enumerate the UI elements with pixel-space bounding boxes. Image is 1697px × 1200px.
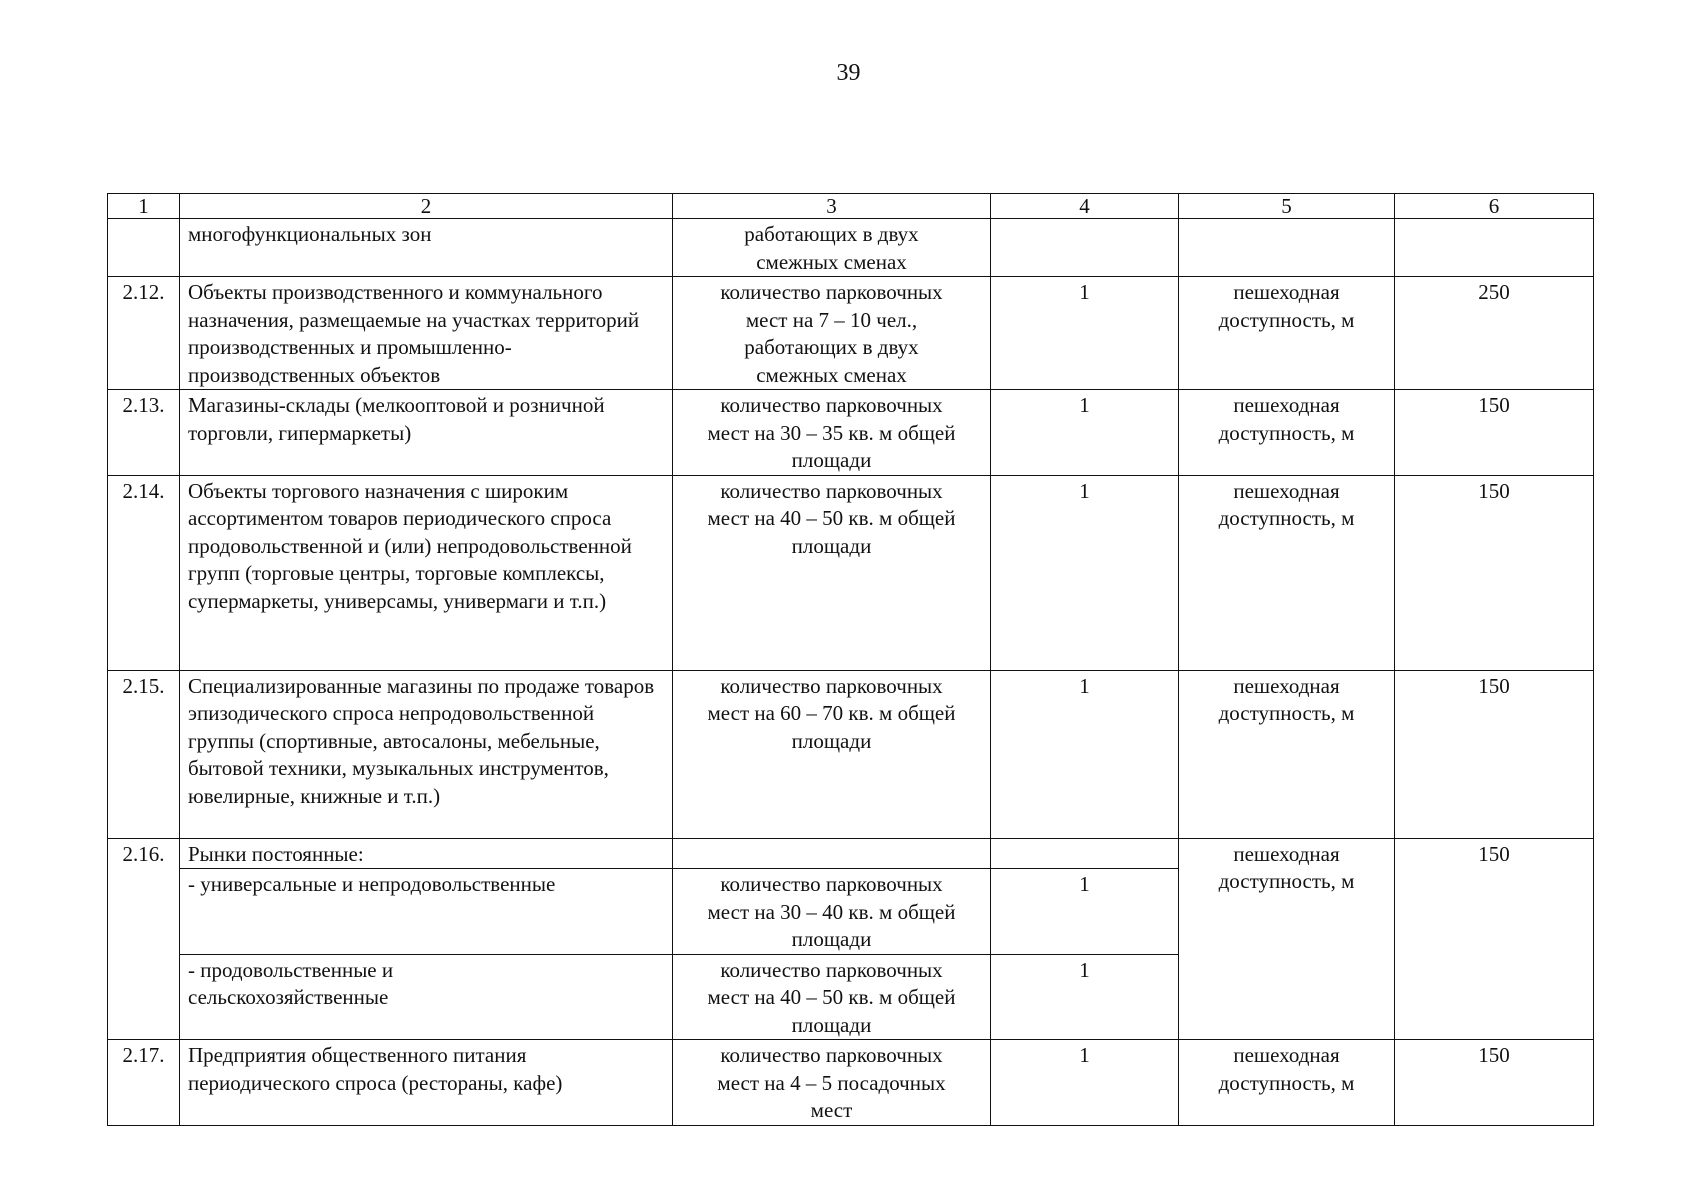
row-number: 2.15. bbox=[108, 670, 180, 838]
row-number: 2.12. bbox=[108, 277, 180, 390]
space-count: 1 bbox=[991, 390, 1179, 476]
row-number: 2.17. bbox=[108, 1040, 180, 1126]
table-row-2-16 bbox=[108, 838, 1594, 869]
accessibility: пешеходная доступность, м bbox=[1179, 475, 1395, 670]
distance bbox=[1395, 219, 1594, 277]
space-count: 1 bbox=[991, 869, 1179, 955]
table-row-2-15 bbox=[108, 670, 1594, 838]
space-count: 1 bbox=[991, 1040, 1179, 1126]
distance: 150 bbox=[1395, 1040, 1594, 1126]
table-row-2-13 bbox=[108, 390, 1594, 476]
object-name: Предприятия общественного питания периодического спроса (рестораны, кафе) bbox=[180, 1040, 673, 1126]
distance: 150 bbox=[1395, 838, 1594, 1040]
accessibility: пешеходная доступность, м bbox=[1179, 277, 1395, 390]
distance: 150 bbox=[1395, 390, 1594, 476]
space-count: 1 bbox=[991, 954, 1179, 1040]
parking-norm: количество парковочных мест на 60 – 70 кв. м общей площади bbox=[673, 670, 991, 838]
object-name: Объекты торгового назначения с широким ассортиментом товаров периодического спроса продовольственной и (или) непродовольственной групп (торговые центры, торговые комплексы, супермаркеты, универсамы, универмаги и т.п.) bbox=[180, 475, 673, 670]
object-name: - универсальные и непродовольственные bbox=[180, 869, 673, 955]
object-name: Специализированные магазины по продаже товаров эпизодического спроса непродовольственной группы (спортивные, автосалоны, мебельные, бытовой техники, музыкальных инструментов, ювелирные, книжные и т.п.) bbox=[180, 670, 673, 838]
space-count: 1 bbox=[991, 670, 1179, 838]
header-col-6: 6 bbox=[1395, 194, 1594, 219]
header-col-2: 2 bbox=[180, 194, 673, 219]
accessibility: пешеходная доступность, м bbox=[1179, 390, 1395, 476]
object-name: Магазины-склады (мелкооптовой и розничной торговли, гипермаркеты) bbox=[180, 390, 673, 476]
distance: 250 bbox=[1395, 277, 1594, 390]
parking-norm bbox=[673, 838, 991, 869]
object-name: многофункциональных зон bbox=[180, 219, 673, 277]
row-number: 2.14. bbox=[108, 475, 180, 670]
parking-norm: работающих в двух смежных сменах bbox=[673, 219, 991, 277]
object-name: Рынки постоянные: bbox=[180, 838, 673, 869]
parking-norms-table bbox=[107, 193, 1594, 1126]
row-number: 2.16. bbox=[108, 838, 180, 1040]
parking-norm: количество парковочных мест на 40 – 50 кв. м общей площади bbox=[673, 954, 991, 1040]
object-name: - продовольственные и сельскохозяйственные bbox=[180, 954, 673, 1040]
table-row-continuation bbox=[108, 219, 1594, 277]
table-row-2-17 bbox=[108, 1040, 1594, 1126]
header-col-3: 3 bbox=[673, 194, 991, 219]
distance: 150 bbox=[1395, 670, 1594, 838]
table-row-2-12 bbox=[108, 277, 1594, 390]
object-name: Объекты производственного и коммунального назначения, размещаемые на участках территорий производственных и промышленно-производственных объектов bbox=[180, 277, 673, 390]
accessibility: пешеходная доступность, м bbox=[1179, 1040, 1395, 1126]
space-count bbox=[991, 838, 1179, 869]
distance: 150 bbox=[1395, 475, 1594, 670]
space-count: 1 bbox=[991, 277, 1179, 390]
table-header-row bbox=[108, 194, 1594, 219]
row-number bbox=[108, 219, 180, 277]
header-col-5: 5 bbox=[1179, 194, 1395, 219]
space-count bbox=[991, 219, 1179, 277]
page-number: 39 bbox=[836, 60, 861, 86]
row-number: 2.13. bbox=[108, 390, 180, 476]
parking-norm: количество парковочных мест на 7 – 10 чел., работающих в двух смежных сменах bbox=[673, 277, 991, 390]
table-row-2-14 bbox=[108, 475, 1594, 670]
space-count: 1 bbox=[991, 475, 1179, 670]
parking-norm: количество парковочных мест на 40 – 50 кв. м общей площади bbox=[673, 475, 991, 670]
accessibility: пешеходная доступность, м bbox=[1179, 838, 1395, 1040]
accessibility bbox=[1179, 219, 1395, 277]
parking-norm: количество парковочных мест на 30 – 35 кв. м общей площади bbox=[673, 390, 991, 476]
header-col-1: 1 bbox=[108, 194, 180, 219]
header-col-4: 4 bbox=[991, 194, 1179, 219]
parking-norm: количество парковочных мест на 30 – 40 кв. м общей площади bbox=[673, 869, 991, 955]
parking-norm: количество парковочных мест на 4 – 5 посадочных мест bbox=[673, 1040, 991, 1126]
accessibility: пешеходная доступность, м bbox=[1179, 670, 1395, 838]
